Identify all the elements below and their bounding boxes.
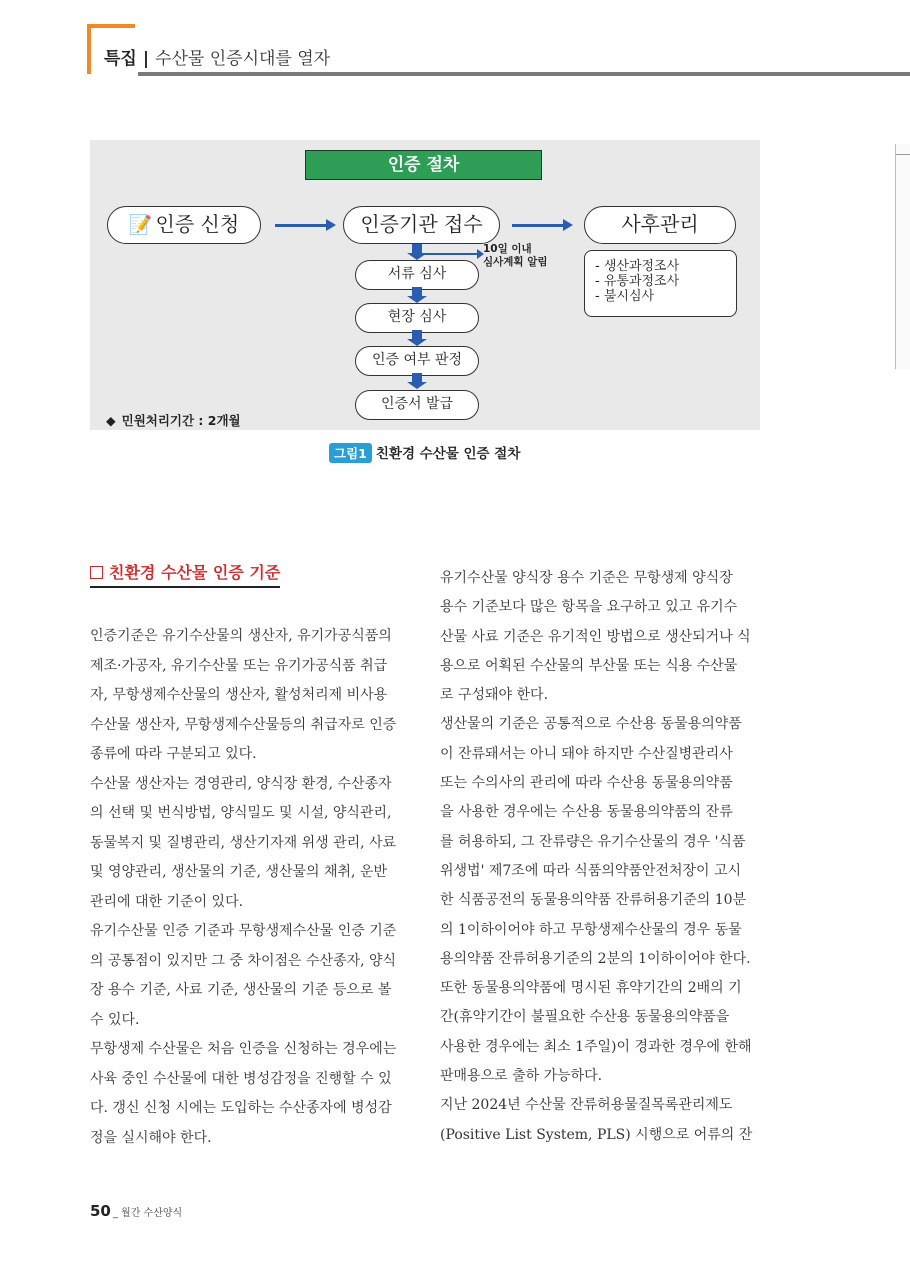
after-management-item: - 불시심사 <box>595 289 655 304</box>
left-body-text <box>90 622 407 1153</box>
body-text-line: 판매용으로 출하 가능하다. <box>440 1068 603 1085</box>
body-text-line: 로 구성돼야 한다. <box>440 687 549 704</box>
body-text-line: 또한 동물용의약품에 명시된 휴약기간의 2배의 기 <box>440 980 742 997</box>
arrow-down-icon <box>412 287 422 296</box>
magazine-name: _ 월간 수산양식 <box>112 1208 183 1219</box>
body-text-line: 용수 기준보다 많은 항목을 요구하고 있고 유기수 <box>440 599 738 616</box>
body-text-line: 장 용수 기준, 사료 기준, 생산물의 기준 등으로 볼 <box>90 982 392 998</box>
arrow-down-icon <box>412 244 422 253</box>
notice-note-line: 10일 이내 <box>483 243 532 255</box>
body-text-line: 산물 사료 기준은 유기적인 방법으로 생산되거나 식 <box>440 628 751 645</box>
body-text-line: 생산물의 기준은 공통적으로 수산용 동물용의약품 <box>440 716 742 733</box>
memo-icon: 📝 <box>128 214 153 236</box>
body-text-line: 수산물 생산자는 경영관리, 양식장 환경, 수산종자 <box>90 775 392 792</box>
body-text-line: 용으로 어획된 수산물의 부산물 또는 식용 수산물 <box>440 657 738 674</box>
body-text-line: 용의약품 잔류허용기준의 2분의 1이하이어야 한다. <box>440 950 751 967</box>
after-management-list <box>584 250 737 317</box>
body-text-line: 및 영양관리, 생산물의 기준, 생산물의 채취, 운반 <box>90 864 388 880</box>
body-text-line: 유기수산물 양식장 용수 기준은 무항생제 양식장 <box>440 570 733 586</box>
header-section-label: 특집 <box>104 49 137 69</box>
step-document-review: 서류 심사 <box>355 260 479 290</box>
body-text-line: 자, 무항생제수산물의 생산자, 활성처리제 비사용 <box>90 687 388 703</box>
body-text-line: 사용한 경우에는 최소 1주일)이 경과한 경우에 한해 <box>440 1038 752 1055</box>
section-heading <box>90 560 280 588</box>
body-text-line: 을 사용한 경우에는 수산용 동물용의약품의 잔류 <box>440 804 733 821</box>
step-apply-label: 인증 신청 <box>155 212 240 236</box>
header-rule <box>138 72 910 76</box>
diamond-bullet-icon: ◆ <box>106 413 116 428</box>
arrow-right-icon <box>512 224 564 227</box>
body-text-line: 사육 중인 수산물에 대한 병성감정을 진행할 수 있 <box>90 1070 392 1087</box>
body-text-line: 이 잔류돼서는 아니 돼야 하지만 수산질병관리사 <box>440 745 733 762</box>
header-article-title: 수산물 인증시대를 열자 <box>155 49 331 69</box>
body-text-line: 한 식품공전의 동물용의약품 잔류허용기준의 10분 <box>440 892 747 909</box>
arrow-down-icon <box>412 330 422 339</box>
body-text-line: 수산물 생산자, 무항생제수산물등의 취급자로 인증 <box>90 716 397 733</box>
body-text-line: 유기수산물 인증 기준과 무항생제수산물 인증 기준 <box>90 923 397 939</box>
body-text-line: 정을 실시해야 한다. <box>90 1129 212 1146</box>
header-separator: | <box>142 49 150 69</box>
page-footer <box>90 1201 182 1220</box>
body-text-line: 무항생제 수산물은 처음 인증을 신청하는 경우에는 <box>90 1041 397 1057</box>
figure-caption-text: 친환경 수산물 인증 절차 <box>375 446 521 462</box>
page-number: 50 <box>90 1202 111 1220</box>
right-body-text <box>440 564 758 1150</box>
after-management-item: - 유통과정조사 <box>595 274 680 289</box>
body-text-line: 를 허용하되, 그 잔류량은 유기수산물의 경우 '식품 <box>440 833 746 850</box>
body-text-line: 의 선택 및 번식방법, 양식밀도 및 시설, 양식관리, <box>90 805 392 821</box>
body-text-line: 의 1이하이어야 하고 무항생제수산물의 경우 동물 <box>440 921 742 938</box>
procedure-title: 인증 절차 <box>305 150 542 180</box>
body-text-line: 위생법' 제7조에 따라 식품의약품안전처장이 고시 <box>440 862 742 879</box>
after-management-item: - 생산과정조사 <box>595 259 680 274</box>
header-title <box>104 44 330 69</box>
step-site-review: 현장 심사 <box>355 303 479 333</box>
body-text-line: 다. 갱신 신청 시에는 도입하는 수산종자에 병성감 <box>90 1100 392 1116</box>
body-text-line: 제조·가공자, 유기수산물 또는 유기가공식품 취급 <box>90 657 388 674</box>
body-text-line: 종류에 따라 구분되고 있다. <box>90 746 257 762</box>
body-text-line: 간(휴약기간이 불필요한 수산용 동물용의약품을 <box>440 1009 730 1026</box>
body-text-line: 지난 2024년 수산물 잔류허용물질목록관리제도 <box>440 1097 733 1114</box>
body-text-line: 의 공통점이 있지만 그 중 차이점은 수산종자, 양식 <box>90 952 397 969</box>
arrow-down-icon <box>412 373 422 382</box>
step-judgement: 인증 여부 판정 <box>355 346 479 376</box>
figure-caption <box>329 442 520 463</box>
arrow-right-icon <box>275 224 327 227</box>
body-text-line: 관리에 대한 기준이 있다. <box>90 893 244 910</box>
body-text-line: 동물복지 및 질병관리, 생산기자재 위생 관리, 사료 <box>90 834 397 851</box>
step-certificate-issue: 인증서 발급 <box>355 390 479 420</box>
notice-arrow-icon <box>422 253 478 255</box>
processing-duration <box>106 411 241 429</box>
notice-note <box>483 243 548 269</box>
body-text-line: 인증기준은 유기수산물의 생산자, 유기가공식품의 <box>90 628 392 644</box>
right-column <box>440 564 758 1150</box>
step-apply <box>107 206 261 244</box>
step-after-management: 사후관리 <box>584 206 736 244</box>
processing-duration-text: 민원처리기간 : 2개월 <box>121 413 241 428</box>
left-column <box>90 560 407 1153</box>
page-edge-marker <box>895 144 910 369</box>
certification-procedure-figure <box>90 140 760 430</box>
checkbox-square-icon <box>90 566 103 579</box>
notice-note-line: 심사계획 알림 <box>483 256 548 268</box>
figure-number-badge: 그림1 <box>329 443 372 463</box>
body-text-line: 또는 수의사의 관리에 따라 수산용 동물용의약품 <box>440 775 733 792</box>
step-accept: 인증기관 접수 <box>343 206 500 244</box>
section-heading-text: 친환경 수산물 인증 기준 <box>109 563 281 582</box>
body-text-line: (Positive List System, PLS) 시행으로 어류의 잔 <box>440 1126 753 1143</box>
body-text-line: 수 있다. <box>90 1011 140 1028</box>
